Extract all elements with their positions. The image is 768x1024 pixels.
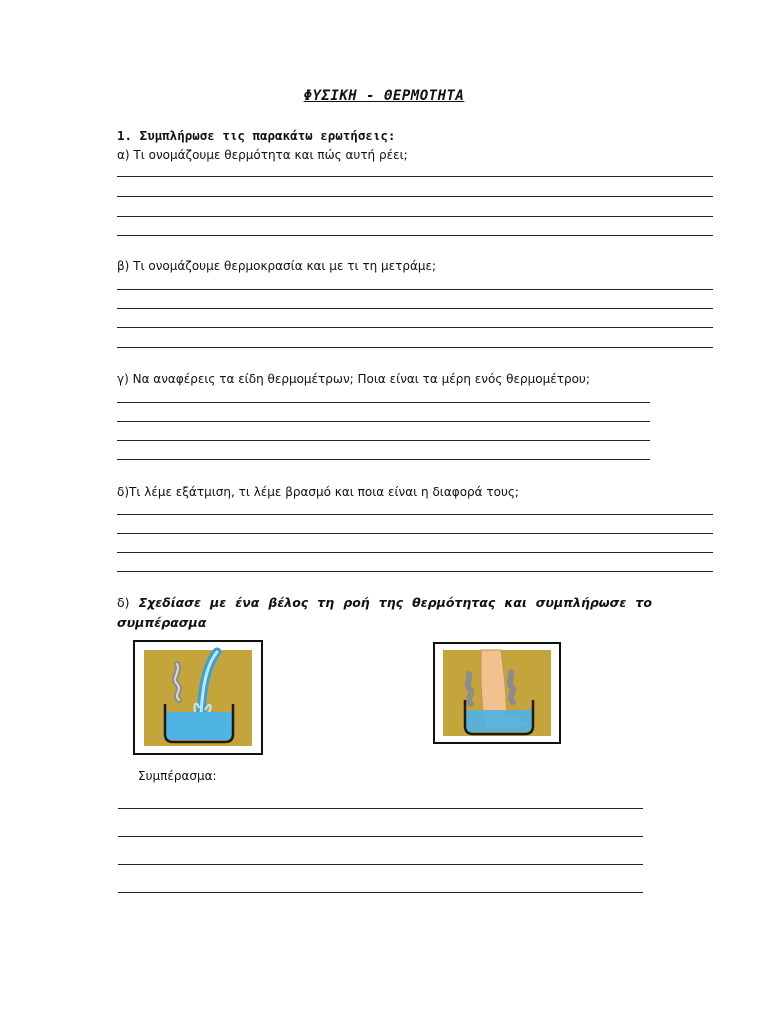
question-b: β) Τι ονομάζουμε θερμοκρασία και με τι τη μετράμε; (117, 259, 437, 273)
answer-line[interactable] (117, 440, 650, 441)
question-d: δ)Τι λέμε εξάτμιση, τι λέμε βρασμό και ποια είναι η διαφορά τους; (117, 485, 519, 499)
answer-line[interactable] (117, 514, 713, 515)
page-title: ΦΥΣΙΚΗ - ΘΕΡΜΟΤΗΤΑ (303, 88, 465, 104)
hot-water-basin-illustration (135, 642, 261, 753)
answer-line[interactable] (117, 308, 713, 309)
question-c: γ) Να αναφέρεις τα είδη θερμομέτρων; Ποια είναι τα μέρη ενός θερμομέτρου; (117, 372, 590, 386)
conclusion-line[interactable] (118, 892, 643, 893)
answer-line[interactable] (117, 235, 713, 236)
answer-line[interactable] (117, 216, 713, 217)
answer-line[interactable] (117, 421, 650, 422)
answer-line[interactable] (117, 347, 713, 348)
hot-water-basin-image (133, 640, 263, 755)
foot-basin-illustration (435, 644, 559, 742)
conclusion-line[interactable] (118, 864, 643, 865)
answer-line[interactable] (117, 571, 713, 572)
answer-line[interactable] (117, 176, 713, 177)
answer-line[interactable] (117, 459, 650, 460)
foot-basin-image (433, 642, 561, 744)
question-e-number: δ) (117, 595, 130, 610)
question-a: α) Τι ονομάζουμε θερμότητα και πώς αυτή ρέει; (117, 148, 408, 162)
answer-line[interactable] (117, 327, 713, 328)
answer-line[interactable] (117, 552, 713, 553)
section-heading: 1. Συμπλήρωσε τις παρακάτω ερωτήσεις: (117, 128, 396, 143)
answer-line[interactable] (117, 196, 713, 197)
conclusion-label: Συμπέρασμα: (138, 769, 217, 783)
conclusion-line[interactable] (118, 808, 643, 809)
question-e-text: Σχεδίασε με ένα βέλος τη ροή της θερμότητας και συμπλήρωσε το συμπέρασμα (117, 595, 652, 630)
answer-line[interactable] (117, 402, 650, 403)
conclusion-line[interactable] (118, 836, 643, 837)
answer-line[interactable] (117, 289, 713, 290)
question-e (117, 593, 652, 633)
answer-line[interactable] (117, 533, 713, 534)
